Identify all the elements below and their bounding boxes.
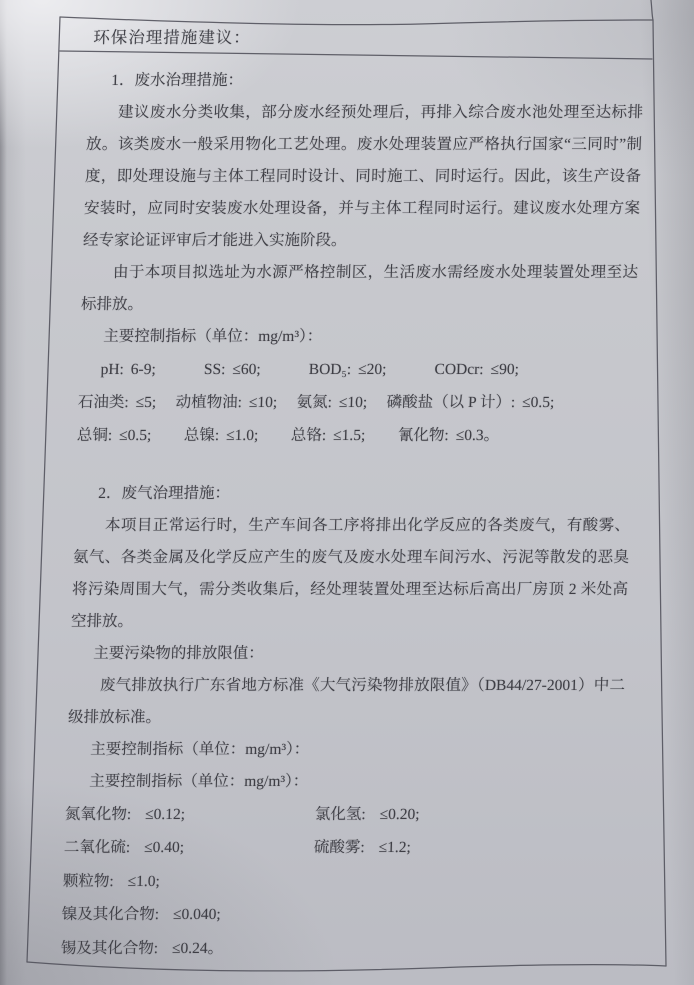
indicator-value: ≤0.3。 xyxy=(455,427,500,444)
indicator-cyanide xyxy=(397,419,499,452)
indicator-label: 硫酸雾: xyxy=(313,839,365,857)
indicator-label: 磷酸盐（以 P 计）: xyxy=(386,394,516,411)
indicator-label: 石油类: xyxy=(77,394,129,411)
indicator-label: BOD₅: xyxy=(308,361,352,378)
indicator-value: ≤1.2; xyxy=(378,839,412,857)
indicator-value: 6-9; xyxy=(130,361,157,378)
indicator-sulfuric-acid-mist xyxy=(313,831,620,864)
indicator-value: ≤0.12; xyxy=(144,806,186,823)
indicator-bod5 xyxy=(308,353,387,386)
indicator-nickel-compounds xyxy=(61,898,312,931)
indicator-value: ≤0.24。 xyxy=(171,939,224,957)
indicator-phosphate xyxy=(386,386,555,419)
section2-paragraph-1: 本项目正常运行时，生产车间各工序将排出化学反应的各类废气，有酸雾、氨气、各类金属及化学反应产生的废气及废水处理车间污水、污泥等散发的恶臭将污染周围大气，需分类收集后，经处理装置处理至达标后高出厂房顶 2 米处高空排放。 xyxy=(70,517,631,630)
indicator-label: 总铜: xyxy=(76,427,113,444)
gas-indicator-row-3 xyxy=(62,865,619,898)
indicator-total-chromium xyxy=(290,419,366,452)
indicator-value: ≤60; xyxy=(232,361,261,378)
indicator-sulfur-dioxide xyxy=(63,831,314,864)
table-right-border xyxy=(651,0,666,966)
table-header-row xyxy=(59,17,656,55)
indicator-value: ≤0.5; xyxy=(521,394,555,411)
section1-title: 1．废水治理措施： xyxy=(110,72,244,89)
section1-paragraph-2: 由于本项目拟选址为水源严格控制区，生活废水需经废水处理装置处理至达标排放。 xyxy=(80,264,639,313)
indicator-label: 颗粒物: xyxy=(62,872,114,890)
indicator-value: ≤1.0; xyxy=(127,872,161,890)
indicator-label: 总镍: xyxy=(183,427,220,444)
gas-indicator-row-1 xyxy=(64,798,621,831)
section2-indicators-heading-1: 主要控制指标（单位：mg/m³）： xyxy=(89,741,310,758)
indicator-label: 氯化氢: xyxy=(314,806,367,823)
indicator-label: CODcr: xyxy=(434,361,484,378)
gas-indicator-row-2 xyxy=(63,831,620,864)
indicator-petroleum xyxy=(77,386,156,419)
indicator-label: pH: xyxy=(100,361,125,378)
indicator-value: ≤0.20; xyxy=(379,806,420,823)
page-title: 环保治理措施建议： xyxy=(93,28,252,47)
indicator-label: 动植物油: xyxy=(175,394,243,411)
indicator-value: ≤5; xyxy=(135,394,157,411)
table-body-cell xyxy=(30,55,655,965)
indicator-label: SS: xyxy=(203,361,226,378)
section1-indicators-heading: 主要控制指标（单位：mg/m³）： xyxy=(102,328,323,345)
indicator-value: ≤20; xyxy=(357,361,387,378)
wastewater-indicator-row-2 xyxy=(77,386,634,419)
indicator-ss xyxy=(203,353,261,386)
gas-indicator-row-5 xyxy=(60,932,617,965)
indicator-total-nickel xyxy=(183,419,259,452)
indicator-particulate-matter xyxy=(62,865,313,898)
indicator-value: ≤10; xyxy=(248,394,278,411)
indicator-label: 氰化物: xyxy=(397,427,450,444)
indicator-label: 氮氧化物: xyxy=(64,806,132,823)
indicator-codcr xyxy=(434,353,519,386)
indicator-total-copper xyxy=(76,419,152,452)
indicator-label: 二氧化硫: xyxy=(63,839,131,857)
indicator-label: 总铬: xyxy=(290,427,327,444)
section1-paragraph-1: 建议废水分类收集，部分废水经预处理后，再排入综合废水池处理至达标排放。该类废水一般采用物化工艺处理。废水处理装置应严格执行国家“三同时”制度，即处理设施与主体工程同时设计、同时施工、同时运行。因此，该生产设备安装时，应同时安装废水处理设备，并与主体工程同时运行。建议废水处理方案经专家论证评审后才能进入实施阶段。 xyxy=(82,104,644,249)
wastewater-indicator-row-1 xyxy=(78,353,635,386)
indicator-tin-compounds xyxy=(60,932,311,965)
indicator-ammonia-nitrogen xyxy=(296,386,368,419)
indicator-animal-plant-oil xyxy=(175,386,278,419)
indicator-value: ≤0.40; xyxy=(143,839,185,857)
indicator-label: 氨氮: xyxy=(296,394,333,411)
indicator-nitrogen-oxides xyxy=(64,798,315,831)
indicator-hydrogen-chloride xyxy=(314,798,621,831)
section2-limits-heading: 主要污染物的排放限值： xyxy=(92,645,265,662)
indicator-ph xyxy=(100,353,156,386)
indicator-value: ≤90; xyxy=(490,361,520,378)
indicator-value: ≤10; xyxy=(338,394,368,411)
section2-indicators-heading-2: 主要控制指标（单位：mg/m³）： xyxy=(88,773,309,790)
indicator-label: 锡及其化合物: xyxy=(60,939,159,957)
indicator-value: ≤0.040; xyxy=(172,906,222,924)
section2-title: 2．废气治理措施： xyxy=(98,485,231,502)
gas-indicator-row-4 xyxy=(61,898,618,931)
gas-indicator-list xyxy=(60,798,621,965)
section2-paragraph-2: 废气排放执行广东省地方标准《大气污染物排放限值》（DB44/27-2001）中二级排放标准。 xyxy=(67,677,626,726)
indicator-value: ≤1.0; xyxy=(225,427,259,444)
table-content xyxy=(30,17,656,965)
indicator-value: ≤0.5; xyxy=(118,427,152,444)
indicator-label: 镍及其化合物: xyxy=(61,906,160,924)
indicator-value: ≤1.5; xyxy=(332,427,366,444)
wastewater-indicator-row-3 xyxy=(76,419,633,452)
